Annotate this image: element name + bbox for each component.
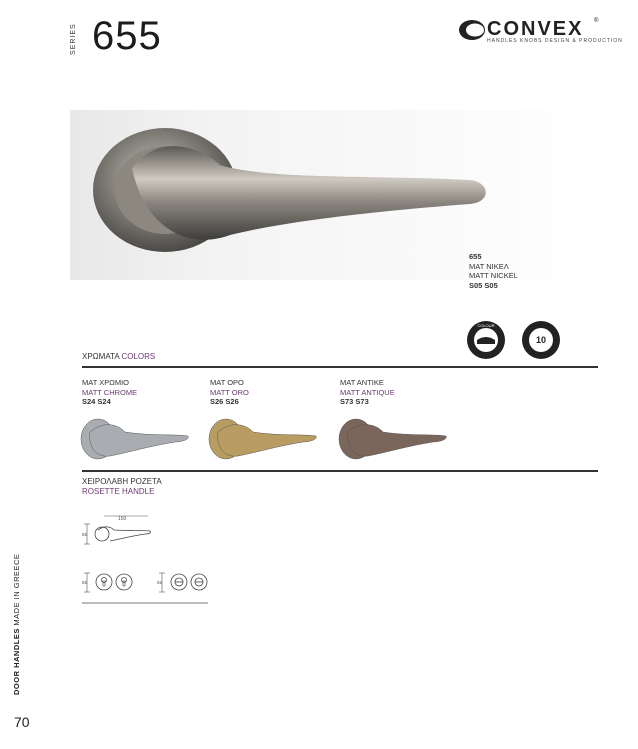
color-name-en: MATT ANTIQUE xyxy=(340,387,395,397)
color-name-en: MATT CHROME xyxy=(82,387,138,397)
thumb-oro-handle xyxy=(208,414,318,464)
dim-length: 150 xyxy=(118,516,127,522)
rosette-title-gr: ΧΕΙΡΟΛΑΒΗ ΡΟΖΕΤΑ xyxy=(82,477,162,486)
color-name-en: MATT ORO xyxy=(210,387,249,397)
sidebar-rest: MADE IN GREECE xyxy=(12,553,21,629)
brand-registered: ® xyxy=(594,18,599,24)
warranty-badge-icon xyxy=(522,321,560,359)
sidebar-label xyxy=(12,555,28,695)
hero-code: 655 xyxy=(469,252,482,261)
escutcheon-drawings xyxy=(82,568,212,596)
drawing-divider xyxy=(82,602,208,604)
color-name-gr: ΜΑΤ ΧΡΩΜΙΟ xyxy=(82,378,129,387)
dim-escutcheon-a: 55 xyxy=(82,580,88,585)
rosette-section-title xyxy=(82,477,162,497)
hero-lever xyxy=(132,146,486,240)
hero-caption xyxy=(469,252,518,290)
color-codes: S26 S26 xyxy=(210,397,239,406)
colour-badge-text: COLOUR xyxy=(477,323,495,328)
badges xyxy=(466,320,576,360)
color-item-chrome xyxy=(82,378,137,407)
dim-escutcheon-b: 55 xyxy=(157,580,163,585)
hero-image xyxy=(70,110,597,280)
hero-handle-illustration xyxy=(70,110,597,280)
color-item-antique xyxy=(340,378,395,407)
sidebar-bold: DOOR HANDLES xyxy=(12,628,21,695)
thumb-antique-handle xyxy=(338,414,448,464)
colors-section-title xyxy=(82,352,155,361)
warranty-years: 10 xyxy=(535,335,547,345)
series-label: SERIES xyxy=(70,23,77,55)
color-codes: S24 S24 xyxy=(82,397,111,406)
hero-finish-codes: S05 S05 xyxy=(469,280,498,290)
rosette-dimension-drawing xyxy=(82,512,162,550)
series-number: 655 xyxy=(92,14,162,58)
section-divider xyxy=(82,470,598,472)
wc-lock-escutcheon-icon xyxy=(171,574,207,590)
page-number: 70 xyxy=(14,714,30,730)
section-divider xyxy=(82,366,598,368)
colors-title-gr: ΧΡΩΜΑΤΑ xyxy=(82,352,120,361)
color-item-oro xyxy=(210,378,249,407)
hero-finish-en: MATT NICKEL xyxy=(469,271,518,280)
rosette-title-en: ROSETTE HANDLE xyxy=(82,487,155,496)
hero-finish-gr: ΜΑΤ ΝΙΚΕΛ xyxy=(469,261,509,271)
dim-height: 55 xyxy=(82,532,88,537)
color-name-gr: ΜΑΤ ΟΡΟ xyxy=(210,378,244,387)
colour-badge-icon xyxy=(467,321,505,359)
brand-name: CONVEX xyxy=(487,18,584,40)
keyhole-escutcheon-icon xyxy=(96,574,132,590)
color-name-gr: ΜΑΤ ΑΝΤΙΚΕ xyxy=(340,378,384,387)
color-codes: S73 S73 xyxy=(340,397,369,406)
brand-tagline: HANDLES KNOBS DESIGN & PRODUCTION xyxy=(487,38,623,44)
thumb-chrome-handle xyxy=(80,414,190,464)
colors-title-en: COLORS xyxy=(121,352,156,361)
